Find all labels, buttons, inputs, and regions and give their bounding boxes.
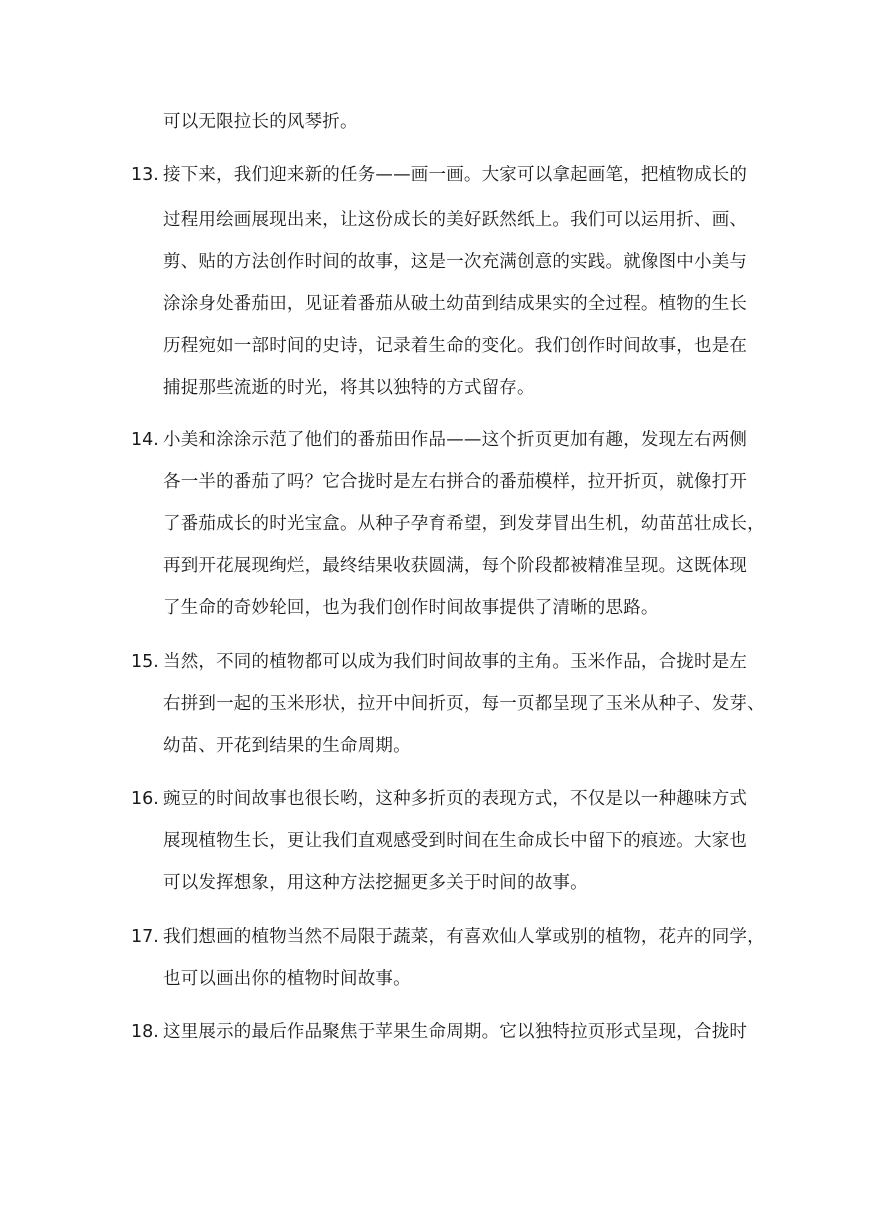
item-line: 捕捉那些流逝的时光，将其以独特的方式留存。	[163, 378, 535, 398]
item-line: 了番茄成长的时光宝盒。从种子孕育希望，到发芽冒出生机，幼苗茁壮成长，	[163, 514, 765, 534]
item-line: 历程宛如一部时间的史诗，记录着生命的变化。我们创作时间故事，也是在	[163, 336, 748, 356]
item-number: 13.	[131, 165, 159, 185]
continuation-line: 可以无限拉长的风琴折。	[163, 112, 358, 132]
item-line: 再到开花展现绚烂，最终结果收获圆满，每个阶段都被精准呈现。这既体现	[163, 556, 748, 576]
item-line: 接下来，我们迎来新的任务——画一画。大家可以拿起画笔，把植物成长的	[163, 165, 748, 185]
item-line: 小美和涂涂示范了他们的番茄田作品——这个折页更加有趣，发现左右两侧	[163, 430, 748, 450]
item-number: 15.	[131, 652, 159, 672]
item-number: 17.	[131, 927, 159, 947]
item-line: 这里展示的最后作品聚焦于苹果生命周期。它以独特拉页形式呈现，合拢时	[163, 1022, 748, 1042]
item-line: 剪、贴的方法创作时间的故事，这是一次充满创意的实践。就像图中小美与	[163, 252, 748, 272]
item-line: 涂涂身处番茄田，见证着番茄从破土幼苗到结成果实的全过程。植物的生长	[163, 294, 748, 314]
item-line: 幼苗、开花到结果的生命周期。	[163, 736, 411, 756]
item-line: 各一半的番茄了吗？它合拢时是左右拼合的番茄模样，拉开折页，就像打开	[163, 472, 748, 492]
item-number: 16.	[131, 789, 159, 809]
item-line: 也可以画出你的植物时间故事。	[163, 969, 411, 989]
item-number: 18.	[131, 1022, 159, 1042]
item-line: 右拼到一起的玉米形状，拉开中间折页，每一页都呈现了玉米从种子、发芽、	[163, 694, 765, 714]
item-line: 展现植物生长，更让我们直观感受到时间在生命成长中留下的痕迹。大家也	[163, 831, 748, 851]
item-line: 了生命的奇妙轮回，也为我们创作时间故事提供了清晰的思路。	[163, 598, 659, 618]
item-line: 过程用绘画展现出来，让这份成长的美好跃然纸上。我们可以运用折、画、	[163, 210, 748, 230]
item-line: 当然，不同的植物都可以成为我们时间故事的主角。玉米作品，合拢时是左	[163, 652, 748, 672]
item-line: 可以发挥想象，用这种方法挖掘更多关于时间的故事。	[163, 873, 588, 893]
item-line: 我们想画的植物当然不局限于蔬菜，有喜欢仙人掌或别的植物，花卉的同学，	[163, 927, 765, 947]
item-number: 14.	[131, 430, 159, 450]
item-line: 豌豆的时间故事也很长哟，这种多折页的表现方式，不仅是以一种趣味方式	[163, 789, 748, 809]
